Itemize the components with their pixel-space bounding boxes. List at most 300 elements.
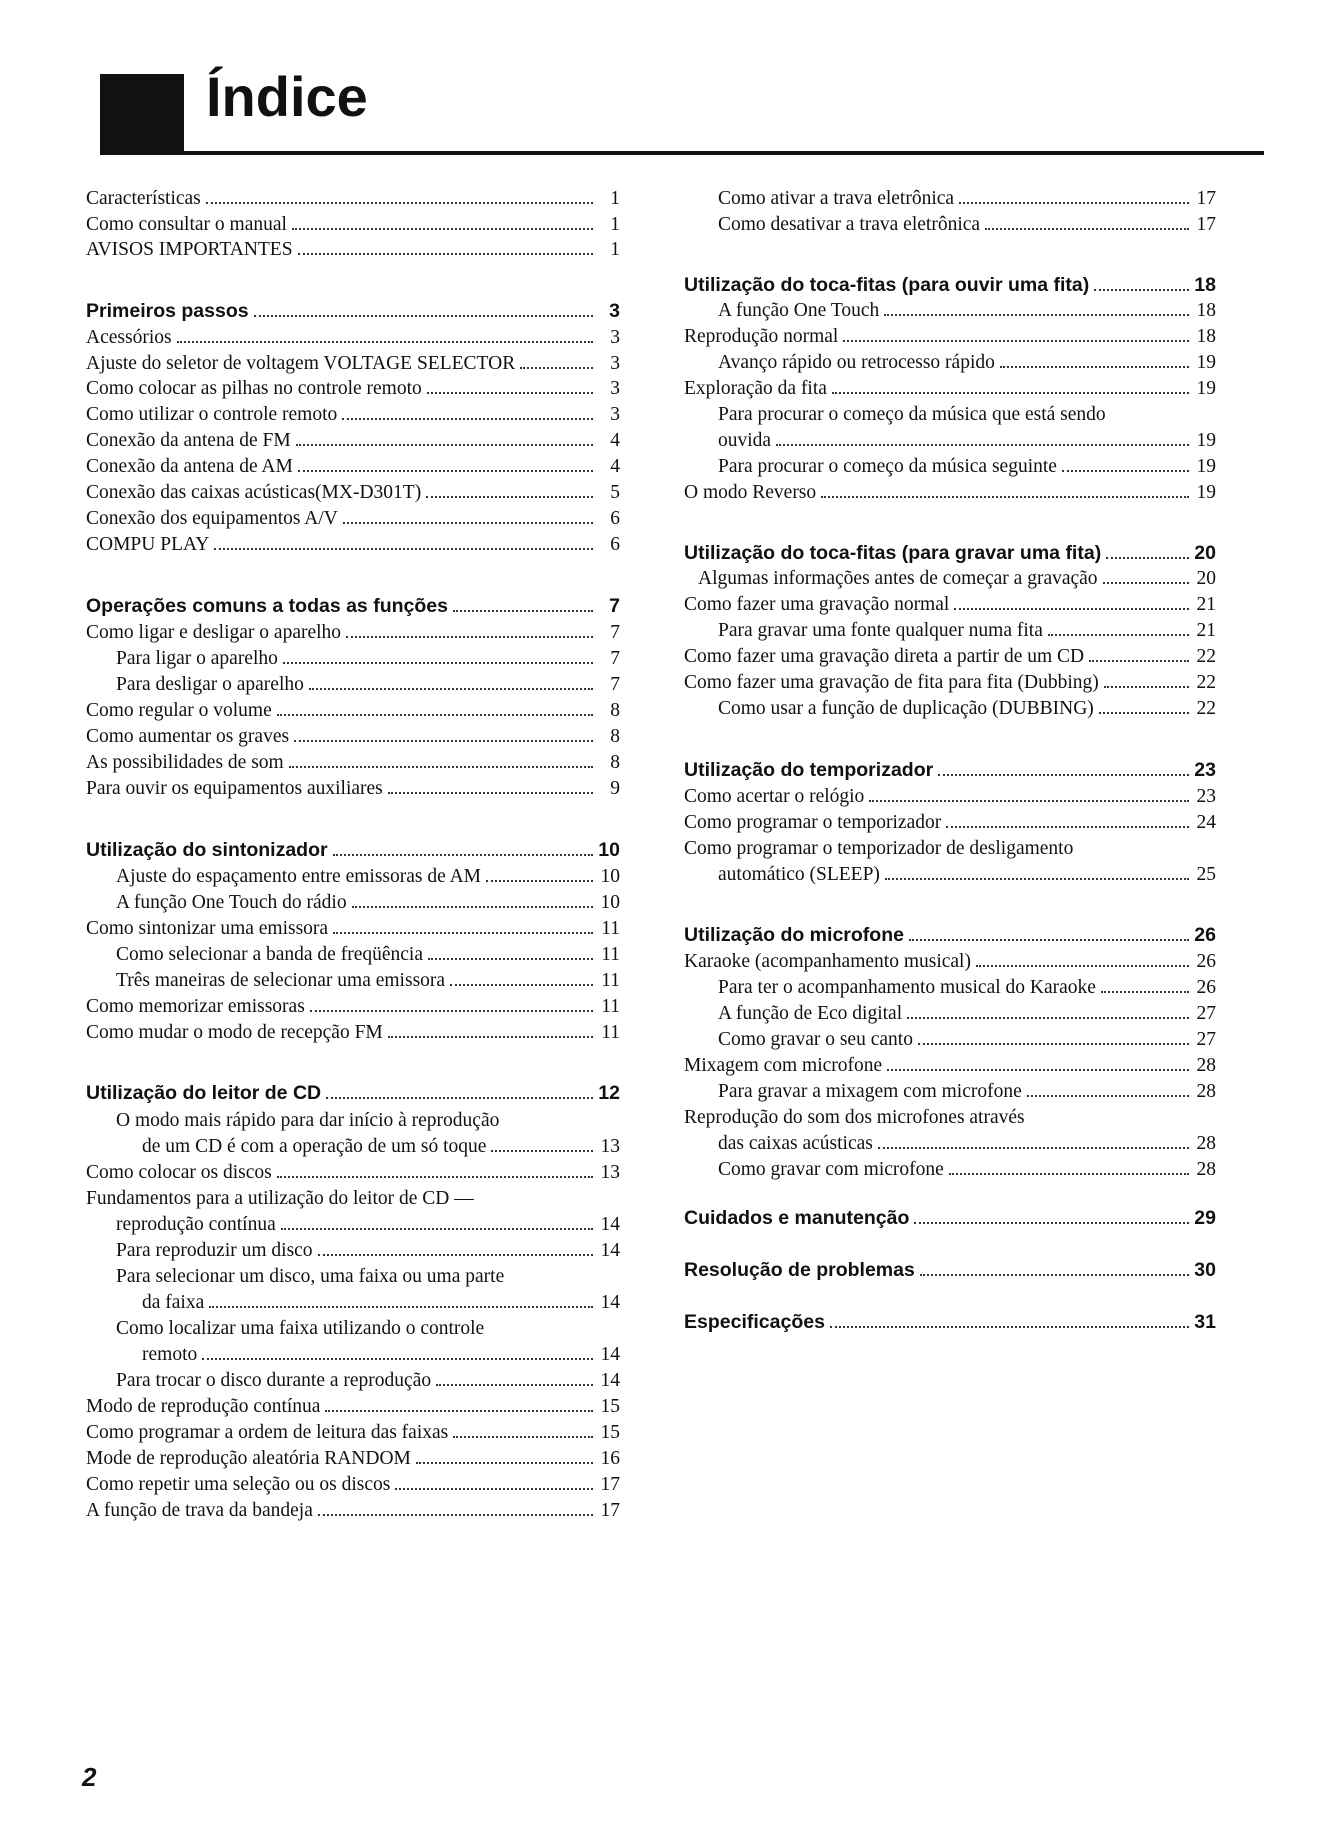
toc-entry [684, 618, 1216, 644]
dot-leader [920, 1274, 1189, 1276]
toc-entry-page: 21 [1196, 620, 1216, 641]
toc-entry-title: das caixas acústicas [718, 1133, 873, 1154]
toc-entry [684, 670, 1216, 696]
toc-entry-title: Como ativar a trava eletrônica [718, 188, 955, 209]
toc-entry-title: remoto [142, 1344, 198, 1365]
toc-entry-page: 16 [600, 1448, 620, 1469]
toc-entry-page: 6 [610, 508, 620, 529]
dot-leader [294, 740, 593, 742]
dot-leader [325, 1410, 593, 1412]
dot-leader [1101, 991, 1189, 993]
toc-entry-title: Como fazer uma gravação direta a partir de um CD [684, 646, 1085, 667]
dot-leader [296, 444, 593, 446]
toc-entry-page: 15 [600, 1422, 620, 1443]
toc-entry [684, 428, 1216, 454]
dot-leader [436, 1384, 593, 1386]
page-title: Índice [206, 65, 368, 128]
toc-entry [86, 532, 620, 558]
dot-leader [491, 1150, 593, 1152]
toc-entry-title: A função One Touch [718, 300, 880, 321]
toc-entry [86, 620, 620, 646]
dot-leader [776, 444, 1189, 446]
dot-leader [869, 800, 1189, 802]
toc-entry-page: 15 [600, 1396, 620, 1417]
toc-entry-continued: Como localizar uma faixa utilizando o controle [116, 1318, 485, 1339]
dot-leader [342, 418, 593, 420]
dot-leader [954, 608, 1189, 610]
toc-entry [86, 916, 620, 942]
dot-leader [832, 392, 1189, 394]
toc-entry-page: 25 [1196, 864, 1216, 885]
dot-leader [946, 826, 1189, 828]
toc-entry-page: 11 [601, 970, 620, 991]
toc-entry [86, 698, 620, 724]
toc-entry [684, 480, 1216, 506]
toc-entry-page: 7 [609, 595, 620, 617]
toc-entry-page: 8 [610, 752, 620, 773]
dot-leader [346, 636, 593, 638]
toc-entry-title: Exploração da fita [684, 378, 827, 399]
toc-entry-page: 26 [1194, 924, 1216, 946]
toc-entry [86, 1498, 620, 1524]
dot-leader [843, 340, 1189, 342]
toc-entry-page: 24 [1196, 812, 1216, 833]
dot-leader [326, 1097, 593, 1099]
toc-entry-title: Especificações [684, 1311, 825, 1333]
toc-section-heading [684, 1205, 1216, 1231]
dot-leader [214, 548, 593, 550]
toc-entry [86, 968, 620, 994]
toc-entry [86, 1368, 620, 1394]
toc-entry-title: Utilização do leitor de CD [86, 1082, 322, 1104]
toc-entry-page: 19 [1196, 430, 1216, 451]
dot-leader [289, 766, 593, 768]
toc-section-heading [684, 1257, 1216, 1283]
toc-entry-title: automático (SLEEP) [718, 864, 880, 885]
toc-entry-title: Operações comuns a todas as funções [86, 595, 448, 617]
toc-entry [86, 1472, 620, 1498]
page-number: 2 [82, 1762, 97, 1792]
toc-entry-title: Acessórios [86, 327, 172, 348]
dot-leader [821, 496, 1189, 498]
dot-leader [298, 470, 593, 472]
toc-entry-page: 23 [1194, 759, 1216, 781]
toc-entry-title: Mode de reprodução aleatória RANDOM [86, 1448, 411, 1469]
toc-entry [684, 350, 1216, 376]
dot-leader [427, 392, 593, 394]
dot-leader [277, 714, 593, 716]
toc-entry-title: Ajuste do espaçamento entre emissoras de AM [116, 866, 481, 887]
toc-entry-page: 10 [598, 839, 620, 861]
toc-entry-title: Como regular o volume [86, 700, 272, 721]
dot-leader [277, 1176, 593, 1178]
toc-entry-title: Para procurar o começo da música seguinte [718, 456, 1057, 477]
toc-entry-title: Como fazer uma gravação de fita para fita (Dubbing) [684, 672, 1099, 693]
toc-entry-title: A função de Eco digital [718, 1003, 903, 1024]
toc-entry-page: 10 [600, 866, 620, 887]
toc-entry-title: Como utilizar o controle remoto [86, 404, 338, 425]
toc-entry [86, 1290, 620, 1316]
toc-entry [86, 325, 620, 351]
toc-entry-title: Como fazer uma gravação normal [684, 594, 950, 615]
toc-entry [86, 1342, 620, 1368]
toc-entry-title: A função de trava da bandeja [86, 1500, 313, 1521]
toc-section-heading [86, 593, 620, 619]
toc-entry-title: Como desativar a trava eletrônica [718, 214, 981, 235]
toc-entry-title: Como consultar o manual [86, 214, 287, 235]
dot-leader [202, 1358, 593, 1360]
toc-entry [86, 402, 620, 428]
toc-entry-page: 28 [1196, 1055, 1216, 1076]
toc-entry-page: 11 [601, 944, 620, 965]
toc-entry-title: Como usar a função de duplicação (DUBBING) [718, 698, 1094, 719]
dot-leader [885, 878, 1189, 880]
toc-entry-title: Avanço rápido ou retrocesso rápido [718, 352, 995, 373]
dot-leader [486, 880, 593, 882]
toc-entry-page: 6 [610, 534, 620, 555]
dot-leader [343, 522, 593, 524]
toc-entry-title: Reprodução normal [684, 326, 839, 347]
toc-section-heading [684, 272, 1216, 298]
toc-entry-page: 19 [1196, 352, 1216, 373]
toc-entry-page: 17 [600, 1474, 620, 1495]
dot-leader [520, 367, 593, 369]
toc-entry [86, 1420, 620, 1446]
toc-entry-page: 4 [610, 456, 620, 477]
toc-entry-page: 13 [600, 1162, 620, 1183]
dot-leader [309, 688, 593, 690]
toc-entry [86, 1238, 620, 1264]
dot-leader [318, 1514, 593, 1516]
toc-entry-page: 18 [1196, 326, 1216, 347]
toc-entry [684, 784, 1216, 810]
toc-entry [86, 750, 620, 776]
toc-entry-page: 14 [600, 1344, 620, 1365]
toc-entry [86, 1394, 620, 1420]
dot-leader [918, 1043, 1189, 1045]
toc-entry-page: 3 [610, 378, 620, 399]
toc-entry-page: 17 [600, 1500, 620, 1521]
toc-entry-continued: Para procurar o começo da música que está sendo [718, 404, 1106, 425]
toc-entry [86, 212, 620, 238]
toc-entry-page: 18 [1194, 274, 1216, 296]
toc-entry-page: 12 [598, 1082, 620, 1104]
dot-leader [985, 228, 1189, 230]
toc-entry-page: 11 [601, 996, 620, 1017]
dot-leader [254, 315, 593, 317]
header-block [100, 74, 184, 152]
dot-leader [878, 1147, 1189, 1149]
toc-entry-title: Para ouvir os equipamentos auxiliares [86, 778, 383, 799]
toc-entry-title: de um CD é com a operação de um só toque [142, 1136, 487, 1157]
toc-entry-page: 27 [1196, 1029, 1216, 1050]
dot-leader [1106, 557, 1189, 559]
dot-leader [333, 854, 593, 856]
toc-entry [684, 566, 1216, 592]
toc-entry-page: 3 [610, 404, 620, 425]
toc-entry-title: Como aumentar os graves [86, 726, 290, 747]
toc-entry [684, 1157, 1216, 1183]
toc-section-heading [86, 1080, 620, 1106]
toc-entry-continued: Para selecionar um disco, uma faixa ou uma parte [116, 1266, 505, 1287]
dot-leader [1104, 686, 1189, 688]
toc-entry [684, 862, 1216, 888]
toc-entry-page: 1 [610, 188, 620, 209]
toc-entry-title: Conexão dos equipamentos A/V [86, 508, 338, 529]
toc-entry-page: 17 [1196, 214, 1216, 235]
toc-entry [684, 949, 1216, 975]
dot-leader [976, 965, 1189, 967]
toc-entry-title: Características [86, 188, 201, 209]
dot-leader [1000, 366, 1189, 368]
toc-entry [86, 864, 620, 890]
toc-entry-page: 3 [610, 353, 620, 374]
toc-entry-page: 19 [1196, 456, 1216, 477]
toc-entry-title: Como colocar os discos [86, 1162, 272, 1183]
toc-entry-page: 11 [601, 1022, 620, 1043]
toc-entry-title: Três maneiras de selecionar uma emissora [116, 970, 446, 991]
toc-entry-title: Utilização do sintonizador [86, 839, 328, 861]
toc-entry-title: A função One Touch do rádio [116, 892, 347, 913]
toc-entry-title: Algumas informações antes de começar a gravação [698, 568, 1098, 589]
toc-entry-page: 26 [1196, 977, 1216, 998]
toc-entry-title: Karaoke (acompanhamento musical) [684, 951, 971, 972]
toc-entry-page: 9 [610, 778, 620, 799]
toc-entry [86, 1212, 620, 1238]
toc-entry [86, 480, 620, 506]
dot-leader [938, 774, 1189, 776]
toc-entry-page: 22 [1196, 672, 1216, 693]
toc-entry-page: 18 [1196, 300, 1216, 321]
toc-entry [86, 1134, 620, 1160]
toc-entry-title: Como gravar com microfone [718, 1159, 944, 1180]
toc-entry-title: Primeiros passos [86, 300, 249, 322]
toc-entry-title: Como sintonizar uma emissora [86, 918, 329, 939]
toc-entry [684, 298, 1216, 324]
dot-leader [352, 906, 593, 908]
toc-entry [86, 351, 620, 377]
dot-leader [416, 1462, 593, 1464]
toc-entry-page: 8 [610, 700, 620, 721]
toc-entry [86, 724, 620, 750]
toc-entry-page: 29 [1194, 1207, 1216, 1229]
toc-entry-title: Ajuste do seletor de voltagem VOLTAGE SELECTOR [86, 353, 516, 374]
toc-entry-page: 19 [1196, 378, 1216, 399]
dot-leader [333, 932, 593, 934]
toc-entry-continued: Como programar o temporizador de desligamento [684, 838, 1074, 859]
toc-entry-title: Utilização do toca-fitas (para ouvir uma fita) [684, 274, 1090, 296]
dot-leader [914, 1222, 1189, 1224]
toc-entry-continued: O modo mais rápido para dar início à reprodução [116, 1110, 500, 1131]
toc-entry-page: 14 [600, 1240, 620, 1261]
toc-entry-title: Como mudar o modo de recepção FM [86, 1022, 383, 1043]
dot-leader [959, 202, 1189, 204]
toc-entry [86, 428, 620, 454]
toc-entry-page: 4 [610, 430, 620, 451]
toc-entry [684, 186, 1216, 212]
dot-leader [388, 792, 593, 794]
toc-entry-title: Como programar o temporizador [684, 812, 942, 833]
toc-entry-title: Resolução de problemas [684, 1259, 915, 1281]
toc-entry-page: 27 [1196, 1003, 1216, 1024]
dot-leader [206, 202, 593, 204]
toc-entry-page: 22 [1196, 698, 1216, 719]
toc-entry-title: ouvida [718, 430, 772, 451]
toc-entry-page: 30 [1194, 1259, 1216, 1281]
toc-entry-title: Conexão da antena de FM [86, 430, 291, 451]
toc-entry [86, 776, 620, 802]
toc-entry-title: Modo de reprodução contínua [86, 1396, 321, 1417]
toc-entry [86, 890, 620, 916]
toc-entry-title: Como ligar e desligar o aparelho [86, 622, 342, 643]
toc-entry-page: 23 [1196, 786, 1216, 807]
dot-leader [907, 1017, 1189, 1019]
toc-entry-title: reprodução contínua [116, 1214, 276, 1235]
toc-entry-title: Para desligar o aparelho [116, 674, 304, 695]
toc-section-heading [86, 837, 620, 863]
toc-entry-page: 20 [1196, 568, 1216, 589]
toc-entry-page: 28 [1196, 1133, 1216, 1154]
toc-entry-page: 20 [1194, 542, 1216, 564]
toc-entry-continued: Reprodução do som dos microfones através [684, 1107, 1025, 1128]
dot-leader [388, 1036, 593, 1038]
toc-entry-page: 1 [610, 214, 620, 235]
toc-entry-page: 5 [610, 482, 620, 503]
toc-entry-title: Utilização do toca-fitas (para gravar uma fita) [684, 542, 1102, 564]
toc-entry [86, 942, 620, 968]
dot-leader [177, 341, 593, 343]
toc-entry-title: Para reproduzir um disco [116, 1240, 313, 1261]
toc-entry-page: 7 [610, 622, 620, 643]
dot-leader [949, 1173, 1189, 1175]
toc-entry [684, 810, 1216, 836]
toc-entry-title: da faixa [142, 1292, 205, 1313]
dot-leader [453, 610, 593, 612]
dot-leader [1103, 582, 1189, 584]
toc-entry [684, 644, 1216, 670]
toc-entry-page: 21 [1196, 594, 1216, 615]
toc-entry-title: Como selecionar a banda de freqüência [116, 944, 423, 965]
toc-entry [684, 454, 1216, 480]
toc-entry-page: 13 [600, 1136, 620, 1157]
toc-entry-title: Conexão da antena de AM [86, 456, 293, 477]
toc-entry-continued: Fundamentos para a utilização do leitor de CD — [86, 1188, 474, 1209]
toc-entry [86, 376, 620, 402]
toc-entry-title: Como gravar o seu canto [718, 1029, 913, 1050]
toc-entry-page: 14 [600, 1370, 620, 1391]
toc-section-heading [86, 298, 620, 324]
toc-entry [86, 672, 620, 698]
toc-entry-title: Para trocar o disco durante a reprodução [116, 1370, 432, 1391]
toc-entry [684, 1001, 1216, 1027]
dot-leader [298, 253, 593, 255]
dot-leader [310, 1010, 593, 1012]
dot-leader [1089, 660, 1189, 662]
toc-entry [684, 212, 1216, 238]
toc-entry-page: 28 [1196, 1159, 1216, 1180]
toc-entry-title: Como programar a ordem de leitura das faixas [86, 1422, 449, 1443]
toc-entry [684, 1053, 1216, 1079]
toc-entry-page: 10 [600, 892, 620, 913]
toc-entry [684, 592, 1216, 618]
toc-entry [86, 1160, 620, 1186]
toc-section-heading [684, 922, 1216, 948]
header-rule [100, 151, 1264, 155]
dot-leader [428, 958, 593, 960]
toc-entry [86, 186, 620, 212]
dot-leader [887, 1069, 1189, 1071]
toc-entry-title: Para ligar o aparelho [116, 648, 278, 669]
toc-entry-title: Mixagem com microfone [684, 1055, 883, 1076]
toc-entry [86, 1020, 620, 1046]
toc-entry-page: 19 [1196, 482, 1216, 503]
toc-entry-page: 14 [600, 1292, 620, 1313]
dot-leader [292, 228, 593, 230]
dot-leader [830, 1326, 1189, 1328]
toc-entry-title: As possibilidades de som [86, 752, 284, 773]
toc-entry [684, 1131, 1216, 1157]
toc-entry-page: 3 [609, 300, 620, 322]
toc-entry-page: 7 [610, 674, 620, 695]
dot-leader [395, 1488, 593, 1490]
toc-entry-title: Como acertar o relógio [684, 786, 865, 807]
toc-entry-title: Como repetir uma seleção ou os discos [86, 1474, 391, 1495]
dot-leader [1027, 1095, 1189, 1097]
toc-entry-page: 22 [1196, 646, 1216, 667]
toc-entry-title: Cuidados e manutenção [684, 1207, 910, 1229]
toc-section-heading [684, 757, 1216, 783]
dot-leader [1048, 634, 1189, 636]
toc-entry-title: Utilização do temporizador [684, 759, 934, 781]
toc-entry-title: AVISOS IMPORTANTES [86, 239, 293, 260]
toc-entry-title: Para gravar uma fonte qualquer numa fita [718, 620, 1043, 641]
dot-leader [884, 314, 1189, 316]
dot-leader [909, 939, 1189, 941]
toc-entry-page: 31 [1194, 1311, 1216, 1333]
toc-entry [684, 696, 1216, 722]
toc-entry-page: 14 [600, 1214, 620, 1235]
toc-entry-title: O modo Reverso [684, 482, 817, 503]
dot-leader [1094, 289, 1189, 291]
dot-leader [1099, 712, 1189, 714]
toc-entry [86, 506, 620, 532]
toc-section-heading [684, 1309, 1216, 1335]
toc-entry-title: Para ter o acompanhamento musical do Karaoke [718, 977, 1096, 998]
toc-entry-page: 26 [1196, 951, 1216, 972]
toc-entry-title: Como colocar as pilhas no controle remoto [86, 378, 422, 399]
toc-entry [684, 324, 1216, 350]
toc-entry-title: Como memorizar emissoras [86, 996, 305, 1017]
dot-leader [209, 1306, 593, 1308]
toc-entry-title: Para gravar a mixagem com microfone [718, 1081, 1022, 1102]
toc-entry-title: Conexão das caixas acústicas(MX-D301T) [86, 482, 422, 503]
dot-leader [281, 1228, 593, 1230]
toc-entry [86, 1446, 620, 1472]
dot-leader [1062, 470, 1189, 472]
toc-entry [86, 646, 620, 672]
toc-entry-page: 7 [610, 648, 620, 669]
toc-entry-page: 28 [1196, 1081, 1216, 1102]
toc-entry-title: Utilização do microfone [684, 924, 904, 946]
toc-entry-page: 17 [1196, 188, 1216, 209]
toc-entry-title: COMPU PLAY [86, 534, 210, 555]
dot-leader [450, 984, 593, 986]
dot-leader [318, 1254, 593, 1256]
toc-entry [684, 376, 1216, 402]
toc-entry [86, 454, 620, 480]
toc-entry [684, 1079, 1216, 1105]
dot-leader [283, 662, 593, 664]
